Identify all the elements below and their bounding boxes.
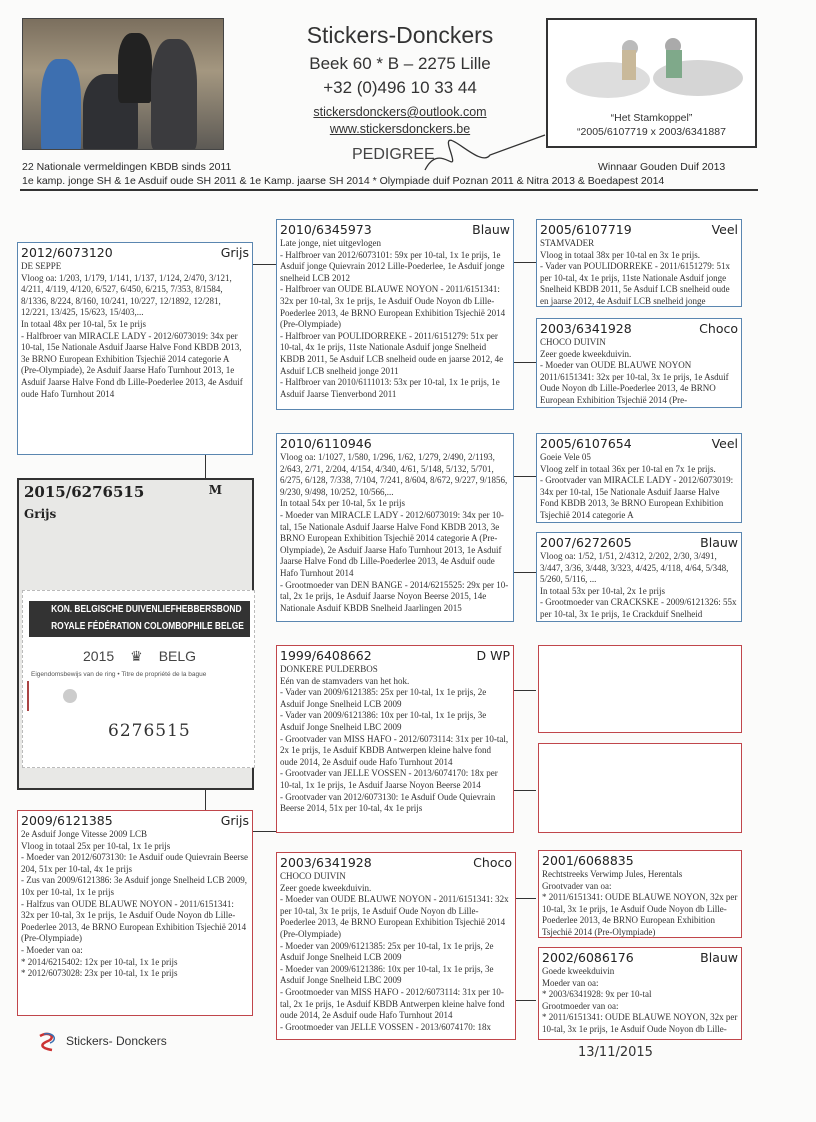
box-line: Vloog in totaal 25x per 10-tal, 1x 1e prijs: [21, 840, 171, 851]
website-link[interactable]: www.stickersdonckers.be: [329, 122, 471, 136]
box-line: - Moeder van oa:: [21, 944, 83, 955]
footer-logo-text: Stickers- Donckers: [66, 1034, 167, 1048]
email-link[interactable]: stickersdonckers@outlook.com: [313, 105, 487, 119]
stamkoppel-picture: [546, 18, 757, 148]
box-ring: 2005/6107719: [540, 222, 632, 237]
box-line: - Vader van POULIDORREKE - 2011/6151279: 51x per 10-tal, 4x 1e prijs, 11ste Nationale Asduif jonge Snelheid KBDB 2011, 5e Asduif LCB snelheid oude en jaarse 2012, 4e Asduif LCB snelheid jonge: [540, 261, 730, 306]
box-ring: 2009/6121385: [21, 813, 113, 828]
box-line: * 2011/6151341: OUDE BLAUWE NOYON, 32x per 10-tal, 3x 1e prijs, 1e Asduif Oude Noyon db Lille-Poederlee 2013, 4e BRNO European Exhibition Tsjechië 2014 (Pre-Olympiade): [542, 892, 738, 937]
box-line: Moeder van oa:: [542, 977, 599, 988]
pedigree-box-sire-dam: [276, 433, 514, 622]
box-line: 2e Asduif Jonge Vitesse 2009 LCB: [21, 829, 148, 839]
box-line: In totaal 53x per 10-tal, 2x 1e prijs: [540, 585, 665, 596]
phone: +32 (0)496 10 33 44: [323, 78, 477, 97]
swirl-logo-icon: [36, 1030, 60, 1052]
box-ring: 2005/6107654: [540, 436, 632, 451]
box-line: - Moeder van OUDE BLAUWE NOYON - 2011/6151341: 32x per 10-tal, 3x 1e prijs, 1e Asduif Oude Noyon db Lille-Poederlee 2013, 4e BRNO European Exhibition Tsjechië 2014 (Pre-Olympiade): [280, 894, 509, 939]
box-line: - Vader van 2009/6121386: 10x per 10-tal, 1x 1e prijs, 3e Asduif Jonge Snelheid LBC 2009: [280, 710, 487, 732]
box-ring: 2012/6073120: [21, 245, 113, 260]
divider: [20, 189, 758, 191]
connector: [514, 476, 536, 477]
box-line: - Grootvader van MIRACLE LADY - 2012/6073019: 34x per 10-tal, 15e Nationale Asduif Jaarse Halve Fond KBDB 2013, 3e BRNO European Exhibition Tsjechië 2014 categorie A: [540, 475, 734, 520]
achievements-line-2: 1e kamp. jonge SH & 1e Asduif oude SH 2011 & 1e Kamp. jaarse SH 2014 * Olympiade duif Poznan 2011 & Nitra 2013 & Boedapest 2014: [22, 175, 665, 187]
box-color: Veel: [711, 222, 738, 237]
pedigree-title: PEDIGREE: [352, 146, 435, 163]
box-line: * 2014/6215402: 12x per 10-tal, 1x 1e prijs: [21, 956, 178, 967]
box-line: Grootmoeder van oa:: [542, 1000, 619, 1011]
footer-logo: [36, 1030, 167, 1052]
box-line: Grootvader van oa:: [542, 880, 612, 891]
box-color: Veel: [711, 436, 738, 451]
box-ring: 2003/6341928: [540, 321, 632, 336]
subject-sex: M: [208, 483, 222, 497]
box-line: - Moeder van 2009/6121385: 25x per 10-tal, 1x 1e prijs, 2e Asduif Jonge Snelheid LCB 2009: [280, 940, 494, 963]
federation-name-nl: KON. BELGISCHE DUIVENLIEFHEBBERSBOND: [51, 603, 242, 615]
box-color: Choco: [699, 321, 738, 336]
stamkoppel-rings: “2005/6107719 x 2003/6341887: [577, 126, 726, 138]
box-line: Vloog oa: 1/52, 1/51, 2/4312, 2/202, 2/30, 3/491, 3/447, 3/36, 3/448, 3/323, 4/425, 4/118, 4/64, 5/348, 5/260, 5/116, ...: [540, 551, 729, 585]
box-line: Vloog zelf in totaal 36x per 10-tal en 7x 1e prijs.: [540, 463, 716, 474]
box-line: - Grootmoeder van CRACKSKE - 2009/6121326: 55x per 10-tal, 3x 1e prijs, 1e Crackduif Snelheid: [540, 597, 737, 619]
achievements-line-1: 22 Nationale vermeldingen KBDB sinds 2011: [22, 161, 232, 173]
box-line: * 2003/6341928: 9x per 10-tal: [542, 989, 652, 1000]
subject-color: Grijs: [24, 507, 57, 521]
box-line: Vloog oa: 1/1027, 1/580, 1/296, 1/62, 1/279, 2/490, 2/1193, 2/643, 2/71, 2/204, 4/154, 4/340, 4/61, 5/148, 5/132, 5/701, 6/275, 6/128, 7/338, 7/104, 7/241, 8/604, 8/672, 9/227, 9/1856, 9/230, 9/498, 10/252, 10/566,...: [280, 452, 508, 497]
box-ring: 2010/6345973: [280, 222, 372, 237]
pedigree-box-ssd: [536, 318, 742, 408]
connector: [514, 690, 536, 691]
pedigree-box-sss: [536, 219, 742, 307]
tear-line: [27, 681, 29, 711]
box-color: Grijs: [220, 813, 249, 828]
connector: [514, 790, 536, 791]
box-line: Goeie Vele 05: [540, 452, 591, 462]
box-line: Eén van de stamvaders van het hok.: [280, 675, 410, 686]
connector: [516, 898, 536, 899]
box-line: - Grootvader van JELLE VOSSEN - 2013/6074170: 18x per 10-tal, 1x 1e prijs, 1e Asduif Jaarse Noyon Beerse 2014: [280, 768, 498, 790]
ring-year: 2015: [83, 648, 115, 664]
print-date: 13/11/2015: [578, 1045, 653, 1060]
pedigree-box-sire: [17, 242, 253, 455]
pedigree-box-empty: [538, 645, 742, 733]
box-line: - Halfbroer van OUDE BLAUWE NOYON - 2011/6151341: 32x per 10-tal, 3x 1e prijs, 1e Asduif Oude Noyon db Lille-Poederlee 2013, 4e BRNO European Exhibition Tsjechië 2014 (Pre-Olympiade): [280, 284, 506, 330]
pedigree-box-ddd: [538, 947, 742, 1040]
box-ring: 1999/6408662: [280, 648, 372, 663]
box-line: Zeer goede kweekduivin.: [280, 882, 372, 893]
pedigree-box-sds: [536, 433, 742, 523]
box-line: - Grootmoeder van JELLE VOSSEN - 2013/6074170: 18x: [280, 1021, 492, 1032]
connector: [205, 455, 206, 478]
box-line: - Moeder van 2009/6121386: 10x per 10-tal, 1x 1e prijs, 3e Asduif Jonge Snelheid LBC 2009: [280, 963, 494, 986]
pedigree-box-sdd: [536, 532, 742, 622]
connector: [205, 790, 206, 810]
federation-name-fr: ROYALE FÉDÉRATION COLOMBOPHILE BELGE: [51, 620, 244, 632]
connector: [253, 831, 276, 832]
subject-ring: 2015/6276515: [24, 483, 145, 501]
box-ring: 2002/6086176: [542, 950, 634, 965]
box-line: - Grootvader van 2012/6073130: 1e Asduif Oude Quievrain Beerse 2014, 51x per 10-tal, 4x 1e prijs: [280, 791, 496, 814]
box-ring: 2007/6272605: [540, 535, 632, 550]
ring-number: 6276515: [108, 721, 191, 741]
box-line: In totaal 54x per 10-tal, 5x 1e prijs: [280, 498, 405, 509]
loft-name: Stickers-Donckers: [306, 22, 494, 48]
family-photo: [22, 18, 224, 150]
winner-text: Winnaar Gouden Duif 2013: [598, 161, 726, 173]
connector: [253, 264, 276, 265]
pedigree-box-empty: [538, 743, 742, 833]
pedigree-box-dam-sire: [276, 645, 514, 833]
box-ring: 2001/6068835: [542, 853, 634, 868]
crown-icon: ♛: [130, 648, 143, 664]
box-color: Choco: [473, 855, 512, 870]
pedigree-box-sire-sire: [276, 219, 514, 410]
box-line: - Halfzus van OUDE BLAUWE NOYON - 2011/6151341: 32x per 10-tal, 3x 1e prijs, 1e Asduif Oude Noyon db Lille-Poederlee 2013, 4e BRNO European Exhibition Tsjechië 2014 (Pre-Olympiade): [21, 898, 247, 944]
box-line: - Moeder van MIRACLE LADY - 2012/6073019: 34x per 10-tal, 15e Nationale Asduif Jaarse Halve Fond KBDB 2013, 3e BRNO European Exhibition Tsjechië 2014 categorie A (Pre-Olympiade), 2e Asduif Jaarse Hafo Turnhout 2013, 1e Asduif Jaarse Halve Fond db Lille-Poederlee 2013, 4e Asduif oude Hafo Turnhout 2014: [280, 509, 504, 578]
box-line: CHOCO DUIVIN: [540, 337, 606, 347]
ownership-note: Eigendomsbewijs van de ring • Titre de propriété de la bague: [31, 671, 207, 678]
connector: [514, 262, 536, 263]
box-line: CHOCO DUIVIN: [280, 871, 346, 881]
connector: [514, 572, 536, 573]
pedigree-box-dam-dam: [276, 852, 516, 1040]
pedigree-box-dam: [17, 810, 253, 1016]
box-line: DE SEPPE: [21, 261, 62, 271]
ring-ownership-card: [22, 590, 255, 768]
box-color: Grijs: [220, 245, 249, 260]
box-line: - Moeder van OUDE BLAUWE NOYON 2011/6151341: 32x per 10-tal, 3x 1e prijs, 1e Asduif Oude Noyon db Lille-Poederlee 2013, 4e BRNO European Exhibition Tsjechië 2014 (Pre-: [540, 360, 729, 405]
pigeons-illustration: [548, 20, 755, 110]
ring-country: BELG: [158, 648, 197, 664]
box-line: DONKERE PULDERBOS: [280, 664, 378, 674]
box-line: Late jonge, niet uitgevlogen: [280, 238, 381, 248]
box-line: - Grootmoeder van MISS HAFO - 2012/6073114: 31x per 10-tal, 2x 1e prijs, 1e Asduif KBDB Antwerpen kleine halve fond oude 2014, 2e Asduif oude Hafo Turnhout 2014: [280, 986, 505, 1021]
box-line: - Vader van 2009/6121385: 25x per 10-tal, 1x 1e prijs, 2e Asduif Jonge Snelheid LCB 2009: [280, 687, 487, 709]
box-line: Vloog in totaal 38x per 10-tal en 3x 1e prijs.: [540, 249, 700, 260]
box-ring: 2010/6110946: [280, 436, 372, 451]
box-line: In totaal 48x per 10-tal, 5x 1e prijs: [21, 318, 146, 329]
stamkoppel-caption: “Het Stamkoppel”: [610, 112, 693, 124]
box-line: - Zus van 2009/6121386: 3e Asduif jonge Snelheid LCB 2009, 10x per 10-tal, 1x 1e prijs: [21, 875, 247, 897]
box-line: Goede kweekduivin: [542, 966, 615, 976]
box-line: * 2012/6073028: 23x per 10-tal, 1x 1e prijs: [21, 968, 178, 979]
address: Beek 60 * B – 2275 Lille: [309, 54, 491, 73]
box-color: Blauw: [700, 950, 738, 965]
box-line: - Halfbroer van POULIDORREKE - 2011/6151279: 51x per 10-tal, 4x 1e prijs, 11ste Nationale Asduif jonge Snelheid KBDB 2011, 5e Asduif LCB snelheid oude en jaarse 2012, 4e Asduif LCB snelheid jonge 2011: [280, 330, 504, 376]
box-line: - Grootvader van MISS HAFO - 2012/6073114: 31x per 10-tal, 2x 1e prijs, 1e Asduif KBDB Antwerpen kleine halve fond oude 2014, 2e Asduif oude Hafo Turnhout 2014: [280, 733, 509, 767]
connector: [516, 1000, 536, 1001]
box-line: Vloog oa: 1/203, 1/179, 1/141, 1/137, 1/124, 2/470, 3/121, 4/211, 4/119, 4/120, 6/527, 6/450, 6/215, 7/353, 8/1584, 8/1336, 8/224, 8/160, 10/241, 10/227, 12/1892, 12/281, 12/221, 13/425, 15/623, 15/403,...: [21, 272, 232, 318]
connector: [514, 362, 536, 363]
pedigree-box-dds: [538, 850, 742, 938]
box-color: Blauw: [700, 535, 738, 550]
punch-hole-icon: [63, 689, 77, 703]
box-color: Blauw: [472, 222, 510, 237]
box-line: - Halfbroer van 2012/6073101: 59x per 10-tal, 1x 1e prijs, 1e Asduif jonge Quievrain 2012 Lille-Poederlee, 1e Asduif jonge snelheid LCB 2012: [280, 249, 505, 283]
box-line: - Halfbroer van MIRACLE LADY - 2012/6073019: 34x per 10-tal, 15e Nationale Asduif Jaarse Halve Fond KBDB 2013, 3e BRNO European Exhibition Tsjechië 2014 categorie A (Pre-Olympiade), 2e Asduif Jaarse Hafo Turnhout 2013, 1e Asduif Jaarse Halve Fond db Lille-Poederlee 2013, 4e Asduif oude Hafo Turnhout 2014: [21, 330, 243, 399]
box-line: * 2011/6151341: OUDE BLAUWE NOYON, 32x per 10-tal, 3x 1e prijs, 1e Asduif Oude Noyon db Lille-: [542, 1012, 738, 1034]
box-line: Zeer goede kweekduivin.: [540, 348, 632, 359]
box-line: STAMVADER: [540, 238, 595, 248]
box-line: - Halfbroer van 2010/6111013: 53x per 10-tal, 1x 1e prijs, 1e Asduif Jaarse Tienverbond 2011: [280, 377, 500, 399]
box-line: - Moeder van 2012/6073130: 1e Asduif oude Quievrain Beerse 204, 51x per 10-tal, 4x 1e prijs: [21, 852, 248, 874]
box-line: - Grootmoeder van DEN BANGE - 2014/6215525: 29x per 10-tal, 2x 1e prijs, 1e Asduif Jaarse Noyon Beerse 2015, 14e Nationale Asduif KBDB Snelheid Jaarlingen 2015: [280, 579, 509, 613]
box-color: D WP: [476, 648, 510, 663]
box-line: Rechtstreeks Verwimp Jules, Herentals: [542, 869, 683, 879]
box-ring: 2003/6341928: [280, 855, 372, 870]
